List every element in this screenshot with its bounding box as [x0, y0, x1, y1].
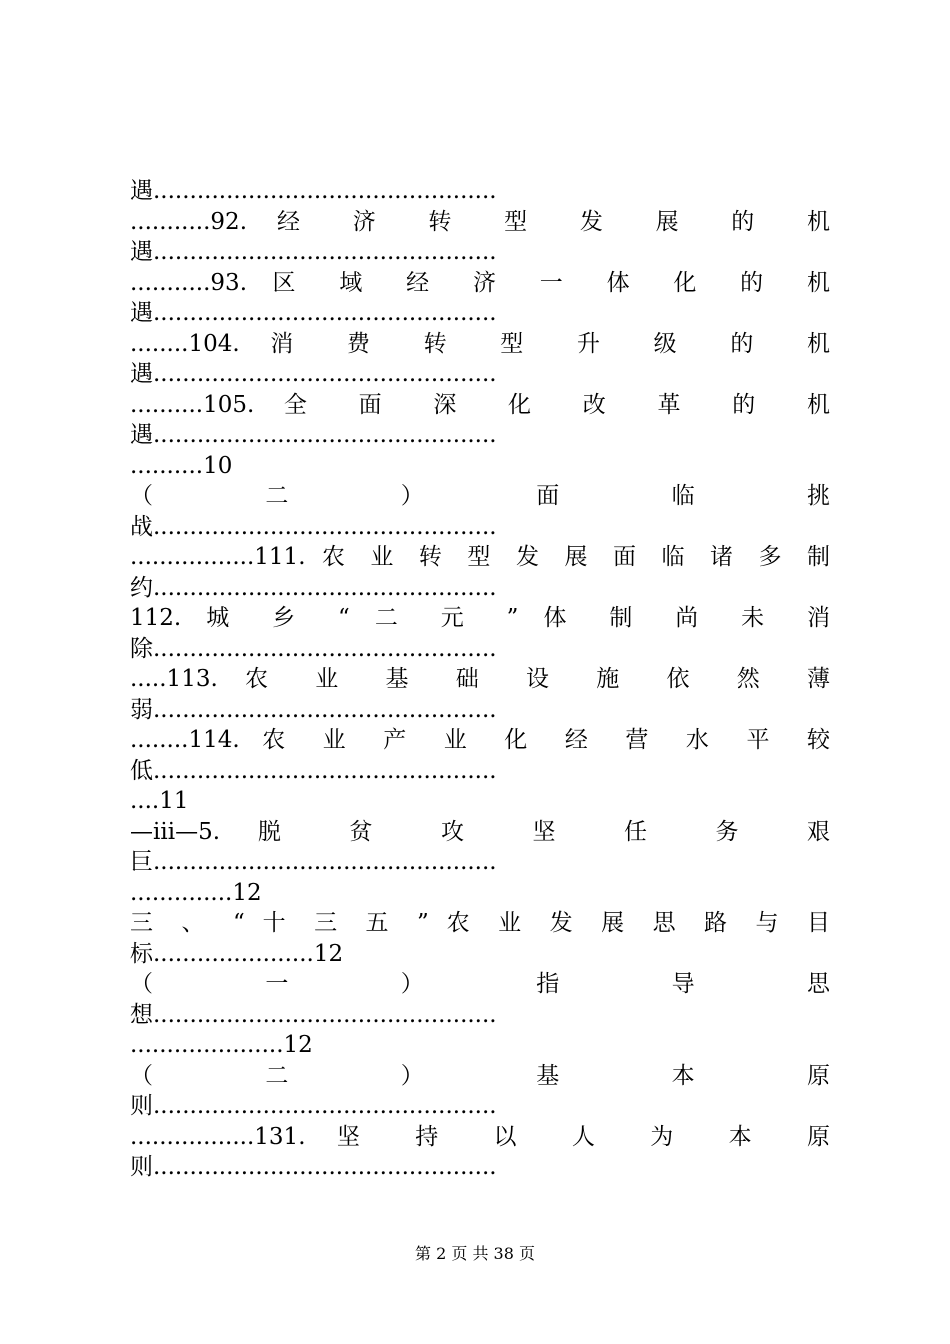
toc-line: ...........93. 区 域 经 济 一 体 化 的 机	[130, 269, 830, 296]
toc-line: （ 二 ） 面 临 挑	[130, 483, 830, 509]
toc-line: ...........92. 经 济 转 型 发 展 的 机	[130, 208, 830, 235]
toc-line: ....11	[130, 788, 189, 814]
toc-line: 想...............................................	[130, 1001, 497, 1028]
toc-line: 巨...............................................	[130, 849, 497, 875]
toc-line: 112. 城 乡 “ 二 元 ” 体 制 尚 未 消	[130, 605, 830, 631]
toc-line: 标......................12	[130, 940, 344, 967]
toc-line: .....113. 农 业 基 础 设 施 依 然 薄	[130, 666, 830, 692]
toc-line: 低...............................................	[130, 757, 497, 784]
toc-line: 战...............................................	[130, 513, 497, 540]
toc-line: （ 一 ） 指 导 思	[130, 971, 830, 997]
toc-line: .................111. 农 业 转 型 发 展 面 临 诸 多 制	[130, 544, 830, 570]
toc-line: .....................12	[130, 1032, 313, 1058]
toc-line: 遇...............................................	[130, 422, 497, 448]
toc-line: 遇...............................................	[130, 239, 497, 265]
toc-line: ..............12	[130, 879, 262, 906]
toc-line: ........114. 农 业 产 业 化 经 营 水 平 较	[130, 727, 830, 753]
toc-line: ..........10	[130, 452, 233, 479]
toc-line: 遇...............................................	[130, 300, 497, 326]
toc-line: 除...............................................	[130, 635, 497, 662]
toc-line: 遇...............................................	[130, 178, 497, 204]
toc-line: 则...............................................	[130, 1154, 497, 1180]
toc-line: 三 、 “ 十 三 五 ” 农 业 发 展 思 路 与 目	[130, 910, 830, 936]
toc-line: ..........105. 全 面 深 化 改 革 的 机	[130, 391, 830, 418]
table-of-contents	[130, 176, 830, 1183]
toc-line: 遇...............................................	[130, 361, 497, 387]
toc-line: 弱...............................................	[130, 696, 497, 723]
toc-line: 约...............................................	[130, 574, 497, 601]
toc-line: ........104. 消 费 转 型 升 级 的 机	[130, 330, 830, 357]
page-footer: 第 2 页 共 38 页	[415, 1244, 535, 1263]
toc-line: 则...............................................	[130, 1093, 497, 1119]
toc-line: —iii—5. 脱 贫 攻 坚 任 务 艰	[130, 818, 830, 845]
toc-line: .................131. 坚 持 以 人 为 本 原	[130, 1123, 830, 1150]
toc-line: （ 二 ） 基 本 原	[130, 1062, 830, 1089]
